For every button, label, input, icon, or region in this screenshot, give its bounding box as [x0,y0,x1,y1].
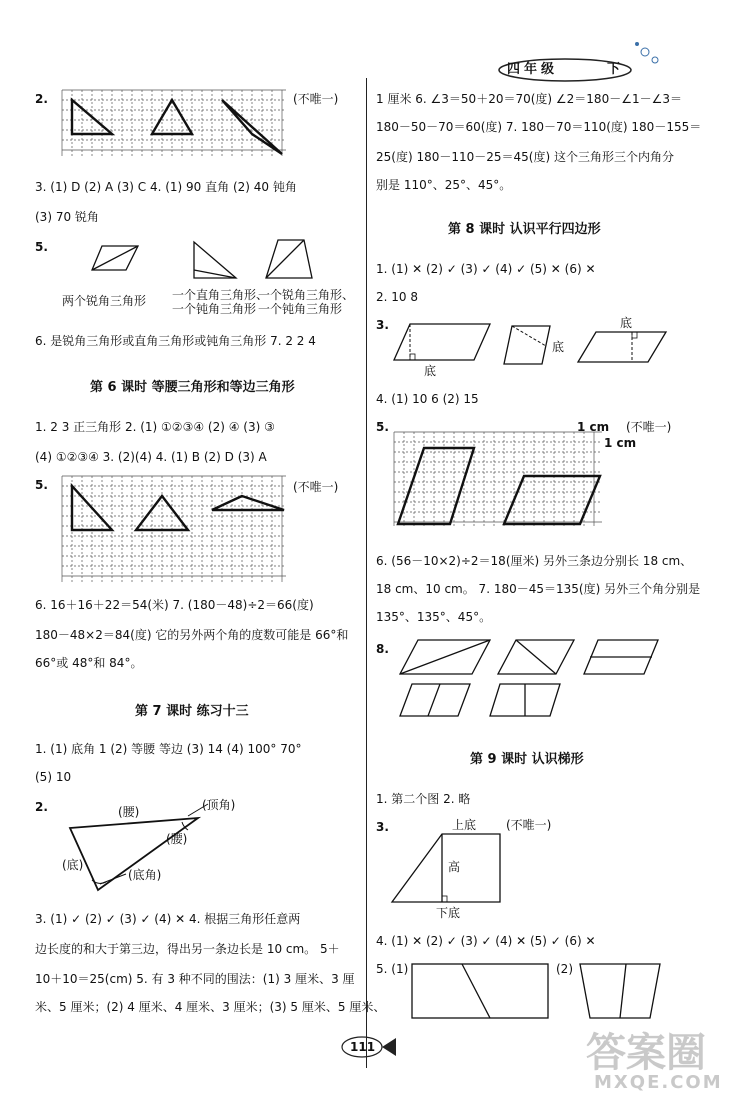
answer-line: 6. 是锐角三角形或直角三角形或钝角三角形 7. 2 2 4 [35,334,316,348]
label-base: (底) [62,858,84,872]
answer-line: (5) 10 [35,770,72,784]
label-base: 底 [424,364,437,378]
answer-line: 25(度) 180－110－25＝45(度) 这个三角形三个内角分 [376,150,674,164]
answer-line: (4) ①②③④ 3. (2)(4) 4. (1) B (2) D (3) A [35,450,267,464]
answer-line: 1 厘米 6. ∠3＝50＋20＝70(度) ∠2＝180－∠1－∠3＝ [376,92,682,106]
q3-label: 3. [376,318,389,332]
answer-line: 别是 110°、25°、45°。 [376,178,512,192]
q5-label: 5. [35,478,48,492]
answer-line: 6. (56－10×2)÷2＝18(厘米) 另外三条边分别长 18 cm、 [376,554,693,568]
answer-line: 边长度的和大于第三边，得出另一条边长是 10 cm。 5＋ [35,942,340,956]
q5-label: 5. (1) [376,962,409,976]
parallelogram-height-1 [394,322,494,362]
label-leg: (腰) [118,805,140,819]
watermark-url: MXQE.COM [594,1072,723,1093]
answer-line: 1. (1) 底角 1 (2) 等腰 等边 (3) 14 (4) 100° 70° [35,742,302,756]
label-apex-angle: (顶角) [202,798,236,812]
answer-line: 6. 16＋16＋22＝54(米) 7. (180－48)÷2＝66(度) [35,598,314,612]
q3-note: (不唯一) [506,818,552,832]
label-bottom-base: 下底 [436,906,461,920]
lesson-title: 第 7 课时 练习十三 [135,704,249,719]
parallelogram-height-2 [502,324,552,368]
answer-line: 180－48×2＝84(度) 它的另外两个角的度数可能是 66°和 [35,628,349,642]
q5-caption: 一个锐角三角形、 [258,288,355,302]
q2-label: 2. [35,800,48,814]
answer-line: 2. 10 8 [376,290,418,304]
grid-triangles-1 [62,90,288,160]
page-number: 111 [350,1040,376,1054]
lesson-title: 第 6 课时 等腰三角形和等边三角形 [90,380,295,395]
q5-caption: 两个锐角三角形 [62,294,147,308]
answer-line: 3. (1) D (2) A (3) C 4. (1) 90 直角 (2) 40 钝角 [35,180,297,194]
answer-line: 1. 第二个图 2. 略 [376,792,471,806]
parallelogram-shape [504,476,600,524]
lesson-title: 第 9 课时 认识梯形 [470,752,584,767]
answer-line: 180－50－70＝60(度) 7. 180－70＝110(度) 180－155＝ [376,120,702,134]
answer-line: 米、5 厘米；(2) 4 厘米、4 厘米、3 厘米；(3) 5 厘米、5 厘米、 [35,1000,386,1014]
grade-badge [495,58,635,80]
triangle-shape [152,100,192,134]
answer-line: 18 cm、10 cm。 7. 180－45＝135(度) 另外三个角分别是 [376,582,701,596]
parallelogram-shape [398,448,474,524]
triangle-shape [72,100,112,134]
q5-note: (不唯一) [626,420,672,434]
q5-caption: 一个钝角三角形 [258,302,343,316]
unit-length-label: 1 cm [577,420,610,434]
label-top-base: 上底 [452,818,477,832]
q5-note: (不唯一) [293,480,339,494]
isosceles-triangle-figure [60,800,240,900]
triangle-shape [212,496,284,510]
grade-label: 四年级 [507,62,559,77]
acute-obtuse-triangles-figure [264,238,314,280]
parallelogram-division-figures [390,636,660,720]
q2-note: (不唯一) [293,92,339,106]
label-leg: (腰) [166,832,188,846]
label-base-angle: (底角) [128,868,162,882]
column-divider [366,78,367,1068]
trapezoid-divided [578,962,662,1020]
answer-line: 4. (1) 10 6 (2) 15 [376,392,479,406]
answer-line: 4. (1) ✕ (2) ✓ (3) ✓ (4) ✕ (5) ✓ (6) ✕ [376,934,596,948]
q2-label: 2. [35,92,48,106]
watermark-text: 答案圈 [586,1030,706,1076]
answer-line: 66°或 48°和 84°。 [35,656,143,670]
q3-label: 3. [376,820,389,834]
parallelogram-height-3 [578,330,668,364]
q5-caption: 一个钝角三角形 [172,302,257,316]
rectangle-divided-trapezoids [410,962,550,1020]
label-base: 底 [552,340,565,354]
answer-line: (3) 70 锐角 [35,210,99,224]
answer-line: 1. (1) ✕ (2) ✓ (3) ✓ (4) ✓ (5) ✕ (6) ✕ [376,262,596,276]
q8-label: 8. [376,642,389,656]
acute-triangles-figure [90,244,140,274]
right-obtuse-triangles-figure [190,240,240,282]
label-base: 底 [620,316,633,330]
page-number-badge [336,1034,396,1058]
q5-label: (2) [556,962,573,976]
grid-parallelograms [394,432,604,528]
answer-line: 135°、135°、45°。 [376,610,492,624]
label-height: 高 [448,860,461,874]
grid-triangles-2 [62,476,288,584]
lesson-title: 第 8 课时 认识平行四边形 [448,222,601,237]
volume-label: 下 [607,62,621,77]
answer-line: 3. (1) ✓ (2) ✓ (3) ✓ (4) ✕ 4. 根据三角形任意两 [35,912,301,926]
answer-line: 1. 2 3 正三角形 2. (1) ①②③④ (2) ④ (3) ③ [35,420,275,434]
q5-label: 5. [35,240,48,254]
answer-line: 10＋10＝25(cm) 5. 有 3 种不同的围法：(1) 3 厘米、3 厘 [35,972,355,986]
q5-caption: 一个直角三角形、 [172,288,269,302]
triangle-shape [222,100,282,154]
q5-label: 5. [376,420,389,434]
unit-length-label: 1 cm [604,436,637,450]
watermark [586,1030,736,1100]
